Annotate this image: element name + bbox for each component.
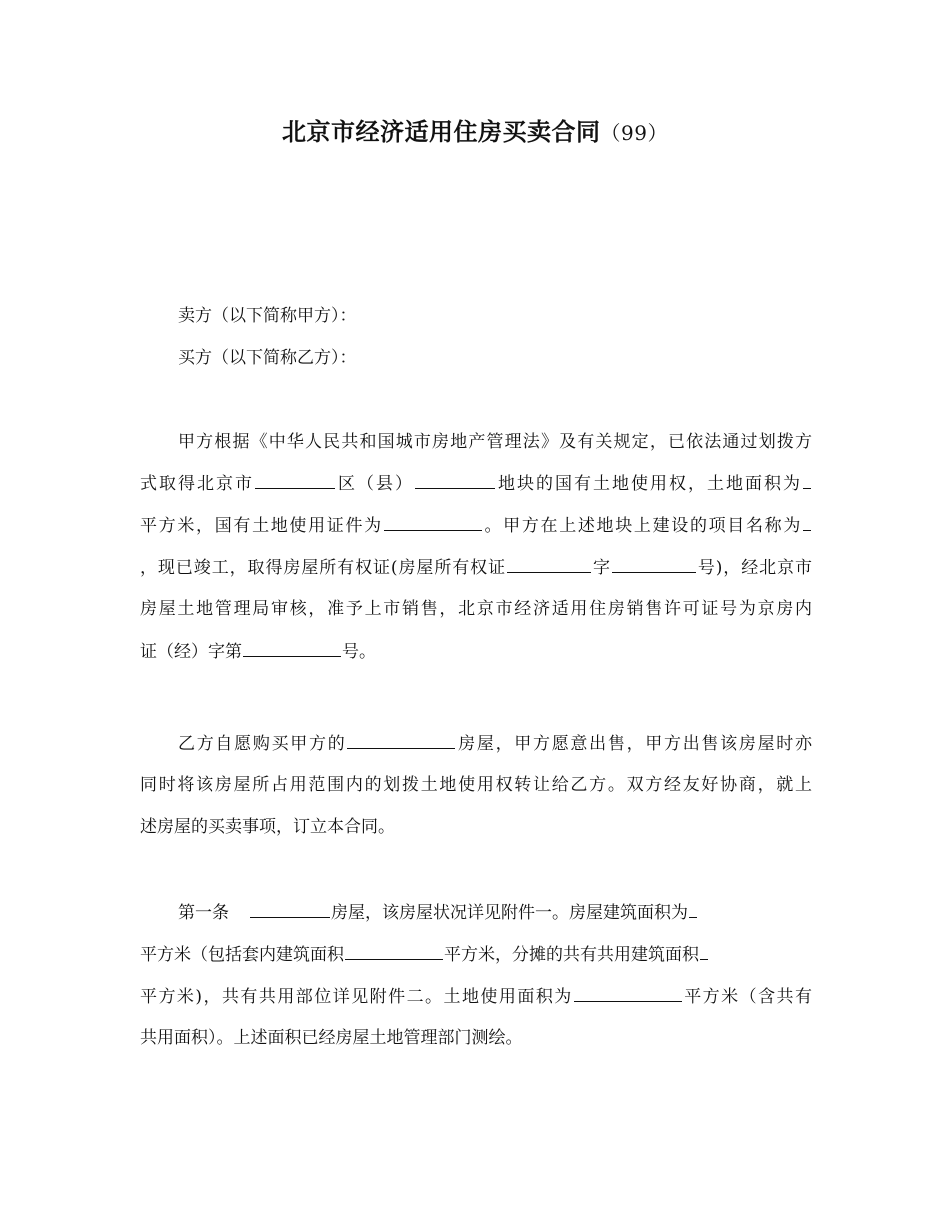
building-area-blank [689, 900, 697, 918]
cert-word-blank [507, 555, 591, 573]
title-suffix: （99） [600, 121, 668, 145]
plot-blank [415, 471, 495, 489]
para1-text: 区（县） [336, 474, 414, 494]
article1-line4: 共用面积）。上述面积已经房屋土地管理部门测绘。 [140, 1028, 523, 1048]
para2-line2: 同时将该房屋所占用范围内的划拨土地使用权转让给乙方。双方经友好协商，就上 [140, 775, 812, 795]
para1-line1: 甲方根据《中华人民共和国城市房地产管理法》及有关规定，已依法通过划拨方 [178, 432, 812, 452]
para1-text: 字 [592, 558, 611, 578]
document-title [0, 112, 950, 147]
para1-line4 [140, 555, 812, 580]
land-area-blank [803, 471, 811, 489]
house-location-blank [250, 900, 330, 918]
para2-line3: 述房屋的买卖事项，订立本合同。 [140, 817, 395, 837]
house-blank [347, 731, 455, 749]
para1-text: 平方米，国有土地使用证件为 [140, 516, 383, 536]
sales-permit-blank [243, 639, 341, 657]
article1-text: 平方米（含共有 [682, 987, 812, 1007]
land-cert-blank [384, 513, 482, 531]
article1-text: 房屋，该房屋状况详见附件一。房屋建筑面积为 [331, 903, 688, 923]
article1-line1 [178, 900, 812, 925]
article1-line2 [140, 942, 812, 967]
seller-line: 卖方（以下简称甲方）： [178, 306, 357, 326]
para1-line5: 房屋土地管理局审核，准予上市销售，北京市经济适用住房销售许可证号为京房内 [140, 599, 812, 619]
buyer-line: 买方（以下简称乙方）： [178, 348, 357, 368]
article1-text: 平方米)，共有共用部位详见附件二。土地使用面积为 [140, 987, 573, 1007]
para1-text: 式取得北京市 [140, 474, 254, 494]
district-blank [255, 471, 335, 489]
para1-line3 [140, 513, 812, 538]
para1-text: 地块的国有土地使用权，土地面积为 [496, 474, 802, 494]
article1-line3 [140, 984, 812, 1009]
para2-text: 乙方自愿购买甲方的 [178, 734, 347, 754]
article1-text: 平方米（包括套内建筑面积 [140, 945, 344, 965]
para1-line6 [140, 639, 812, 664]
shared-area-blank [700, 942, 708, 960]
para1-text: 号。 [342, 642, 376, 662]
para1-text: 号)，经北京市 [696, 558, 813, 578]
para1-line2 [140, 471, 812, 496]
land-use-area-blank [574, 984, 682, 1002]
para2-line1 [178, 731, 812, 756]
project-name-blank [803, 513, 811, 531]
para2-text: 房屋，甲方愿意出售，甲方出售该房屋时亦 [456, 734, 813, 754]
article-number: 第一条 [178, 903, 229, 923]
cert-number-blank [612, 555, 696, 573]
inner-area-blank [345, 942, 443, 960]
para1-text: 。甲方在上述地块上建设的项目名称为 [482, 516, 803, 536]
title-main: 北京市经济适用住房买卖合同 [282, 118, 601, 146]
para1-text: ，现已竣工，取得房屋所有权证(房屋所有权证 [140, 558, 507, 578]
para1-text: 证（经）字第 [140, 642, 242, 662]
article1-text: 平方米，分摊的共有共用建筑面积 [444, 945, 699, 965]
